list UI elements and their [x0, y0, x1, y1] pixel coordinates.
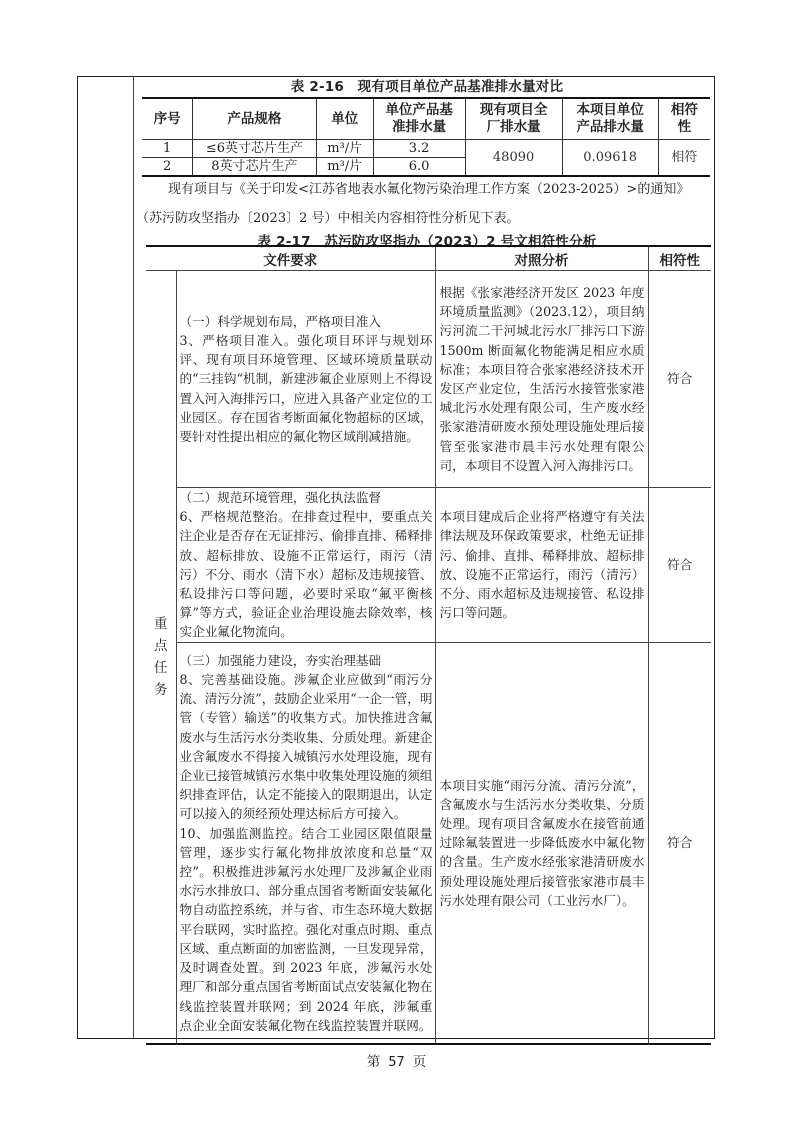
requirement-cell: （三）加强能力建设，夯实治理基础 8、完善基础设施。涉氟企业应做到“雨污分流、清污分流”，鼓励企业采用“一企一管，明管（专管）输送”的收集方式。加快推进含氟废水与生活污水分类收集、分质处理。新建企业含氟废水不得接入城镇污水处理设施，现有企业已接管城镇污水集中收集处理设施的须组织排查评估，认定不能接入的限期退出，认定可以接入的须经预处理达标后方可接入。 10、加强监测监控。结合工业园区限值限量管理，逐步实行氟化物排放浓度和总量“双控”。积极推进涉氟污水处理厂及涉氟企业雨水污水排放口、部分重点国省考断面安装氟化物自动监控系统，并与省、市生态环境大数据平台联网，实时监控。强化对重点时期、重点区域、重点断面的加密监测，一旦发现异常，及时调查处置。到 2023 年底，涉氟污水处理厂和部分重点国省考断面试点安装氟化物在线监控装置并联网；到 2024 年底，涉氟重点企业全面安装氟化物在线监控装置并联网。 — [176, 642, 435, 1044]
key-tasks-label: 重 点 任 务 — [146, 271, 176, 1045]
header-unit: 单位 — [316, 98, 373, 140]
header-unit-discharge: 本项目单位 产品排水量 — [562, 98, 658, 140]
table-2-16 — [142, 97, 710, 177]
cell-unit: m³/片 — [316, 158, 373, 177]
table-row — [146, 642, 711, 1044]
header-baseline: 单位产品基 准排水量 — [373, 98, 465, 140]
cell-no: 2 — [142, 158, 193, 177]
cell-baseline: 6.0 — [373, 158, 465, 177]
table-header-row — [142, 98, 710, 140]
cell-spec: 8英寸芯片生产 — [193, 158, 317, 177]
header-conformity: 相符性 — [648, 246, 711, 271]
content-area — [136, 78, 712, 251]
conformity-cell: 符合 — [648, 488, 711, 643]
header-total-discharge: 现有项目全 厂排水量 — [465, 98, 562, 140]
table-row — [142, 140, 710, 158]
table-header-row — [146, 246, 711, 271]
table-row — [146, 488, 711, 643]
cell-no: 1 — [142, 140, 193, 158]
requirement-cell: （二）规范环境管理，强化执法监督 6、严格规范整治。在排查过程中，要重点关注企业是否存在无证排污、偷排直排、稀释排放、超标排放、设施不正常运行，雨污（清污）不分、雨水（清下水）超标及违规接管、私设排污口等问题，必要时采取“氟平衡核算”等方式，验证企业治理设施去除效率，核实企业氟化物流向。 — [176, 488, 435, 643]
cell-total-discharge: 48090 — [465, 140, 562, 177]
header-requirement: 文件要求 — [146, 246, 435, 271]
frame-divider — [133, 76, 134, 1039]
table-row — [146, 271, 711, 488]
header-spec: 产品规格 — [193, 98, 317, 140]
header-conformity: 相符 性 — [658, 98, 710, 140]
cell-conformity: 相符 — [658, 140, 710, 177]
analysis-cell: 根据《张家港经济开发区 2023 年度环境质量监测》（2023.12），项目纳污河流二干河城北污水厂排污口下游 1500m 断面氟化物能满足相应水质标准；本项目符合张家港经济技术开发区产业定位，生活污水接管张家港城北污水处理有限公司，生产废水经张家港清研废水预处理设施处理后接管至张家港市晨丰污水处理有限公司，本项目不设置入河入海排污口。 — [435, 271, 648, 488]
requirement-cell: （一）科学规划布局，严格项目准入 3、严格项目准入。强化项目环评与规划环评、现有项目环境管理、区域环境质量联动的“三挂钩“机制，新建涉氟企业原则上不得设置入河入海排污口，应进入具备产业定位的工业园区。存在国省考断面氟化物超标的区域，要针对性提出相应的氟化物区域削减措施。 — [176, 271, 435, 488]
conformity-cell: 符合 — [648, 271, 711, 488]
header-analysis: 对照分析 — [435, 246, 648, 271]
paragraph-line-2: （苏污防攻坚指办〔2023〕2 号）中相关内容相符性分析见下表。 — [136, 211, 520, 226]
conformity-cell: 符合 — [648, 642, 711, 1044]
cell-unit: m³/片 — [316, 140, 373, 158]
cell-spec: ≤6英寸芯片生产 — [193, 140, 317, 158]
page-number: 第 57 页 — [366, 1054, 427, 1070]
analysis-cell: 本项目实施“雨污分流、清污分流”，含氟废水与生活污水分类收集、分质处理。现有项目含氟废水在接管前通过除氟装置进一步降低废水中氟化物的含量。生产废水经张家港清研废水预处理设施处理后接管张家港市晨丰污水处理有限公司（工业污水厂）。 — [435, 642, 648, 1044]
cell-unit-discharge: 0.09618 — [562, 140, 658, 177]
table-2-17-caption: 表 2-17 苏污防攻坚指办（2023）2 号文相符性分析 — [257, 234, 597, 250]
table-2-17 — [146, 245, 711, 1045]
header-no: 序号 — [142, 98, 193, 140]
paragraph-line-1: 现有项目与《关于印发<江苏省地表水氟化物污染治理工作方案（2023-2025）>的通知》 — [168, 182, 690, 197]
cell-baseline: 3.2 — [373, 140, 465, 158]
analysis-cell: 本项目建成后企业将严格遵守有关法律法规及环保政策要求，杜绝无证排污、偷排、直排、稀释排放、超标排放、设施不正常运行，雨污（清污）不分、雨水超标及违规接管、私设排污口等问题。 — [435, 488, 648, 643]
table-2-16-caption: 表 2-16 现有项目单位产品基准排水量对比 — [290, 79, 564, 95]
